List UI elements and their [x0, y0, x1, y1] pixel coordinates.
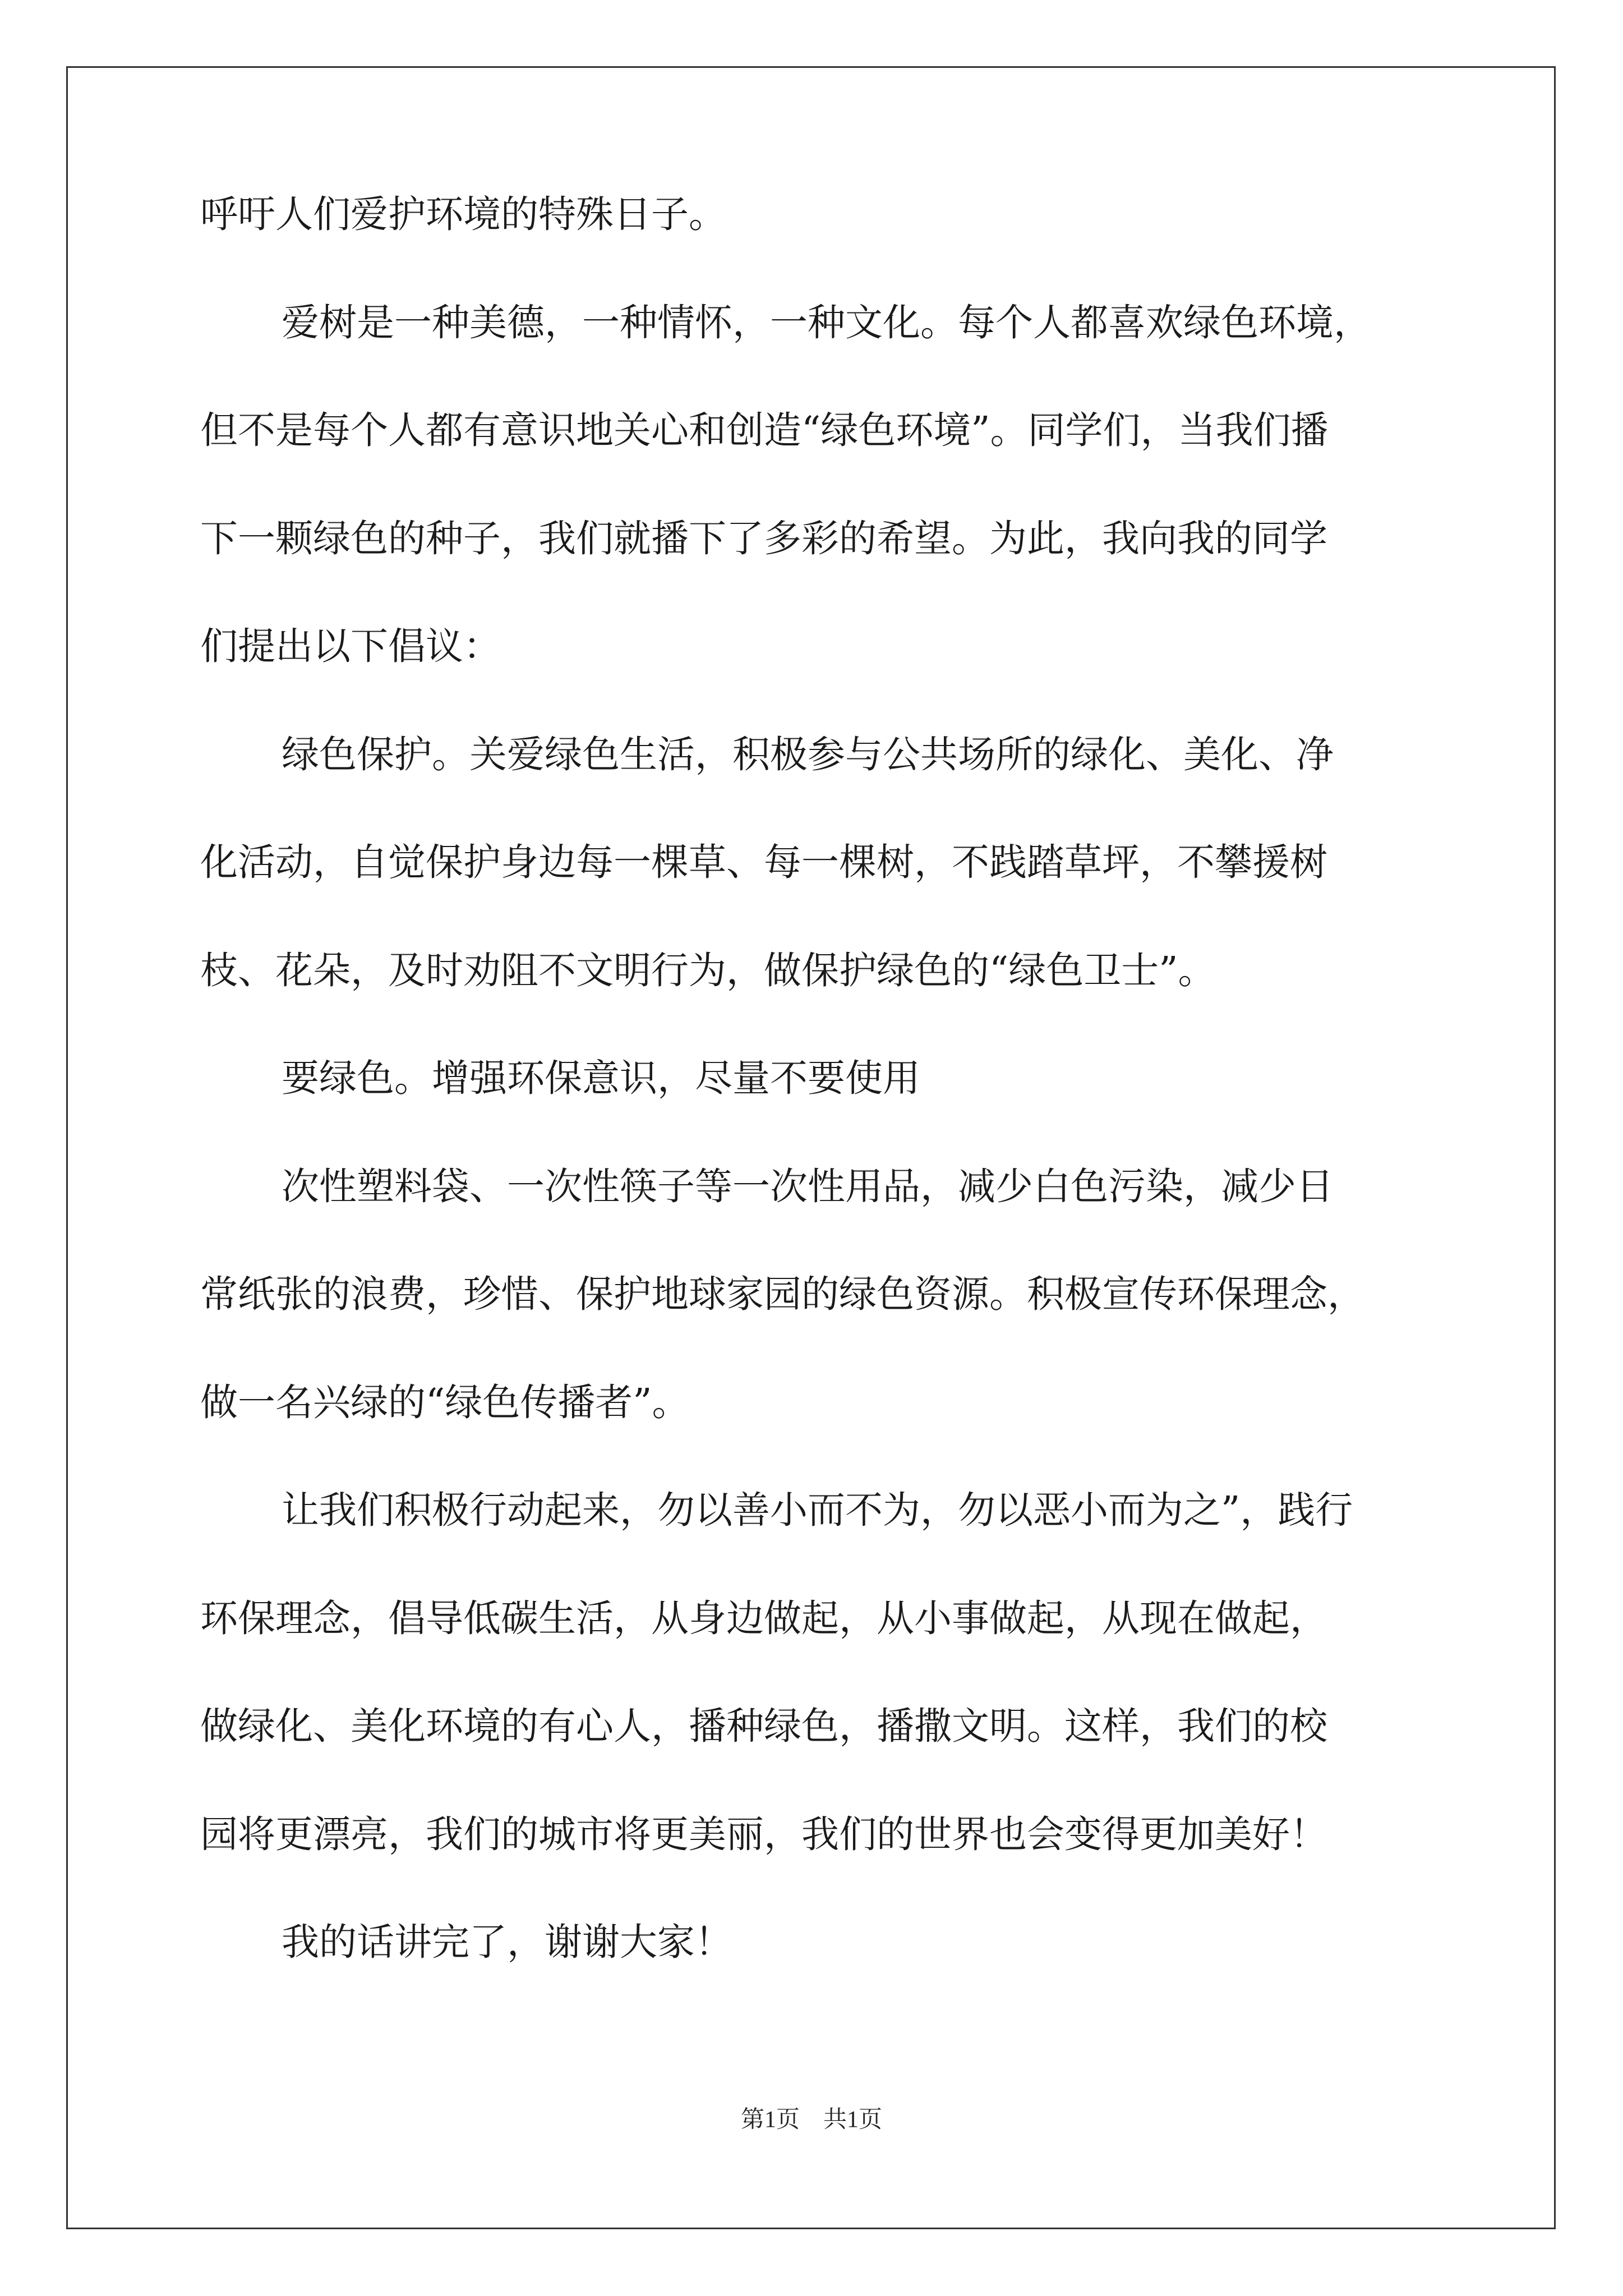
- text-line: 园将更漂亮，我们的城市将更美丽，我们的世界也会变得更加美好！: [200, 1812, 1327, 1856]
- page-number: 第1页 共1页: [740, 2107, 882, 2133]
- text-line: 做绿化、美化环境的有心人，播种绿色，播撒文明。这样，我们的校: [200, 1704, 1327, 1748]
- text-line: 化活动，自觉保护身边每一棵草、每一棵树，不践踏草坪，不攀援树: [200, 840, 1327, 884]
- text-line: 下一颗绿色的种子，我们就播下了多彩的希望。为此，我向我的同学: [200, 516, 1327, 560]
- text-line: 次性塑料袋、一次性筷子等一次性用品，减少白色污染，减少日: [282, 1164, 1334, 1208]
- text-line: 做一名兴绿的“绿色传播者”。: [200, 1380, 690, 1424]
- text-line: 环保理念，倡导低碳生活，从身边做起，从小事做起，从现在做起，: [200, 1596, 1327, 1640]
- text-line: 枝、花朵，及时劝阻不文明行为，做保护绿色的“绿色卫士”。: [200, 948, 1216, 992]
- text-line: 绿色保护。关爱绿色生活，积极参与公共场所的绿化、美化、净: [282, 732, 1334, 776]
- text-line: 我的话讲完了，谢谢大家！: [282, 1920, 732, 1964]
- text-line: 要绿色。增强环保意识，尽量不要使用: [282, 1056, 920, 1100]
- text-line: 但不是每个人都有意识地关心和创造“绿色环境”。同学们，当我们播: [200, 408, 1329, 452]
- text-line: 常纸张的浪费，珍惜、保护地球家园的绿色资源。积极宣传环保理念，: [200, 1272, 1365, 1316]
- text-line: 爱树是一种美德，一种情怀，一种文化。每个人都喜欢绿色环境，: [282, 300, 1371, 344]
- text-line: 呼吁人们爱护环境的特殊日子。: [200, 192, 726, 236]
- document-body: [200, 192, 1434, 2051]
- text-line: 们提出以下倡议：: [200, 624, 501, 668]
- text-line: 让我们积极行动起来，勿以善小而不为，勿以恶小而为之”，践行: [282, 1488, 1353, 1532]
